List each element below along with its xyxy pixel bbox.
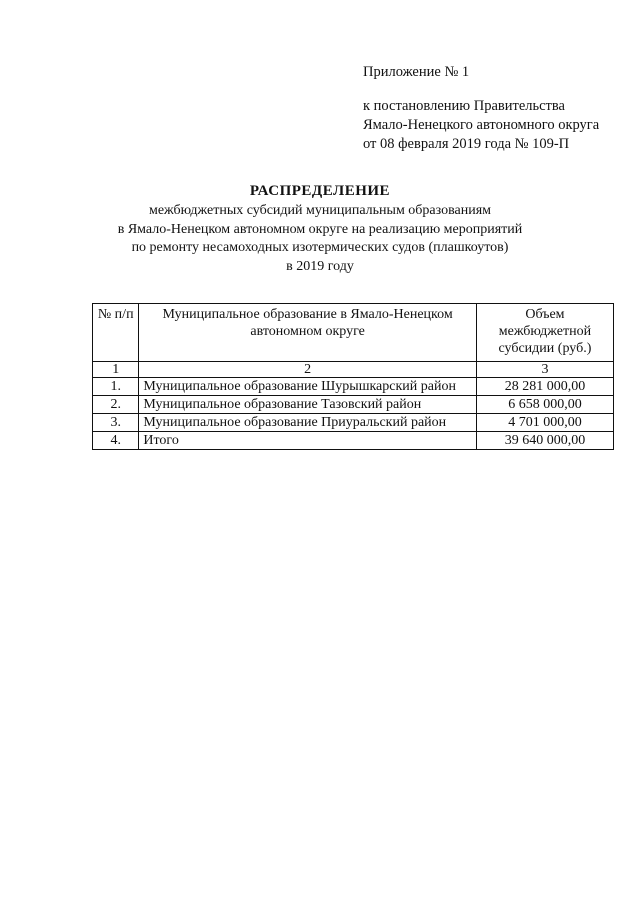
column-index-row [93,362,614,378]
resolution-line: Ямало-Ненецкого автономного округа [363,117,600,133]
column-index-cell: 1 [93,362,139,378]
column-index-cell: 3 [476,362,613,378]
table-header-row [93,304,614,362]
header-municipality: Муниципальное образование в Ямало-Ненецком автономном округе [139,304,476,362]
document-subtitle-line: межбюджетных субсидий муниципальным образованиям [148,203,492,218]
row-amount: 6 658 000,00 [476,396,613,414]
row-number: 4. [93,432,139,450]
table-row [93,396,614,414]
row-number: 3. [93,414,139,432]
column-index-cell: 2 [139,362,476,378]
row-municipality: Итого [139,432,476,450]
resolution-line: от 08 февраля 2019 года № 109-П [363,136,570,152]
row-municipality: Муниципальное образование Приуральский район [139,414,476,432]
header-number: № п/п [93,304,139,362]
row-municipality: Муниципальное образование Тазовский район [139,396,476,414]
table-row [93,378,614,396]
resolution-line: к постановлению Правительства [363,98,565,114]
header-amount: Объем межбюджетной субсидии (руб.) [476,304,613,362]
row-number: 1. [93,378,139,396]
document-subtitle-line: в 2019 году [286,258,354,274]
document-subtitle-line: по ремонту несамоходных изотермических судов (плашкоутов) [131,240,509,255]
row-municipality: Муниципальное образование Шурышкарский район [139,378,476,396]
document-title: РАСПРЕДЕЛЕНИЕ [249,183,391,199]
row-amount: 4 701 000,00 [476,414,613,432]
row-number: 2. [93,396,139,414]
document-subtitle-line: в Ямало-Ненецком автономном округе на реализацию мероприятий [117,221,523,237]
row-amount: 39 640 000,00 [476,432,613,450]
table-row-total [93,432,614,450]
document-heading [0,180,640,276]
table-row [93,414,614,432]
subsidy-distribution-table [92,303,614,450]
resolution-reference [363,97,599,154]
row-amount: 28 281 000,00 [476,378,613,396]
appendix-number: Приложение № 1 [363,64,470,80]
